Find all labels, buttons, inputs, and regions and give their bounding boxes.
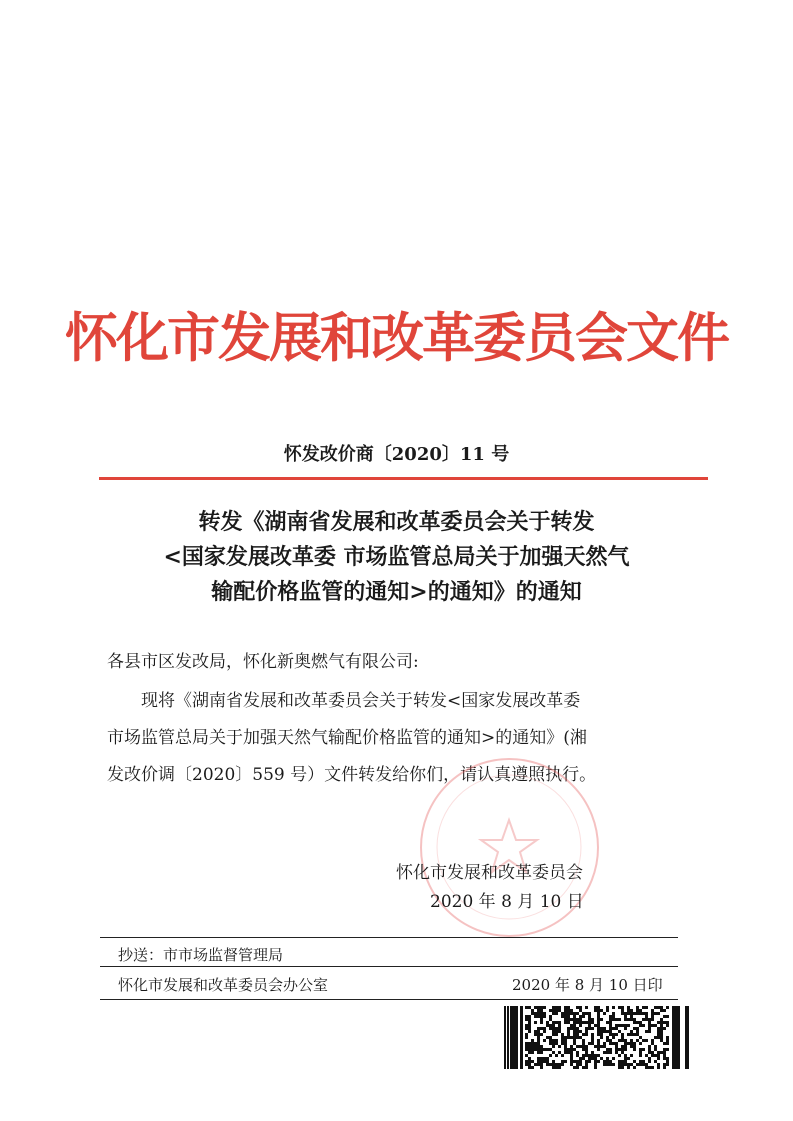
body-paragraph-line: 发改价调〔2020〕559 号）文件转发给你们，请认真遵照执行。 (107, 765, 597, 785)
signature-organization: 怀化市发展和改革委员会 (396, 863, 583, 883)
body-paragraph-line: 市场监管总局关于加强天然气输配价格监管的通知>的通知》(湘 (107, 728, 587, 748)
notice-title (0, 505, 793, 610)
salutation: 各县市区发改局，怀化新奥燃气有限公司: (107, 652, 419, 672)
document-number: 怀发改价商〔2020〕11 号 (283, 444, 510, 465)
barcode-qr-icon (503, 1006, 689, 1069)
footer-rule (100, 937, 678, 938)
issuing-office: 怀化市发展和改革委员会办公室 (118, 976, 329, 994)
signature-date: 2020 年 8 月 10 日 (430, 892, 584, 912)
body-paragraph-line: 现将《湖南省发展和改革委员会关于转发<国家发展改革委 (141, 691, 581, 711)
red-divider (99, 477, 708, 480)
document-header-title: 怀化市发展和改革委员会文件 (65, 307, 728, 369)
cc-line: 抄送：市市场监督管理局 (118, 946, 284, 964)
notice-title-line: 转发《湖南省发展和改革委员会关于转发 (198, 509, 595, 535)
footer-rule (100, 966, 678, 967)
notice-title-line: <国家发展改革委 市场监管总局关于加强天然气 (163, 544, 630, 570)
print-date: 2020 年 8 月 10 日印 (512, 976, 663, 994)
notice-title-line: 输配价格监管的通知>的通知》的通知 (211, 579, 582, 605)
footer-rule (100, 999, 678, 1000)
